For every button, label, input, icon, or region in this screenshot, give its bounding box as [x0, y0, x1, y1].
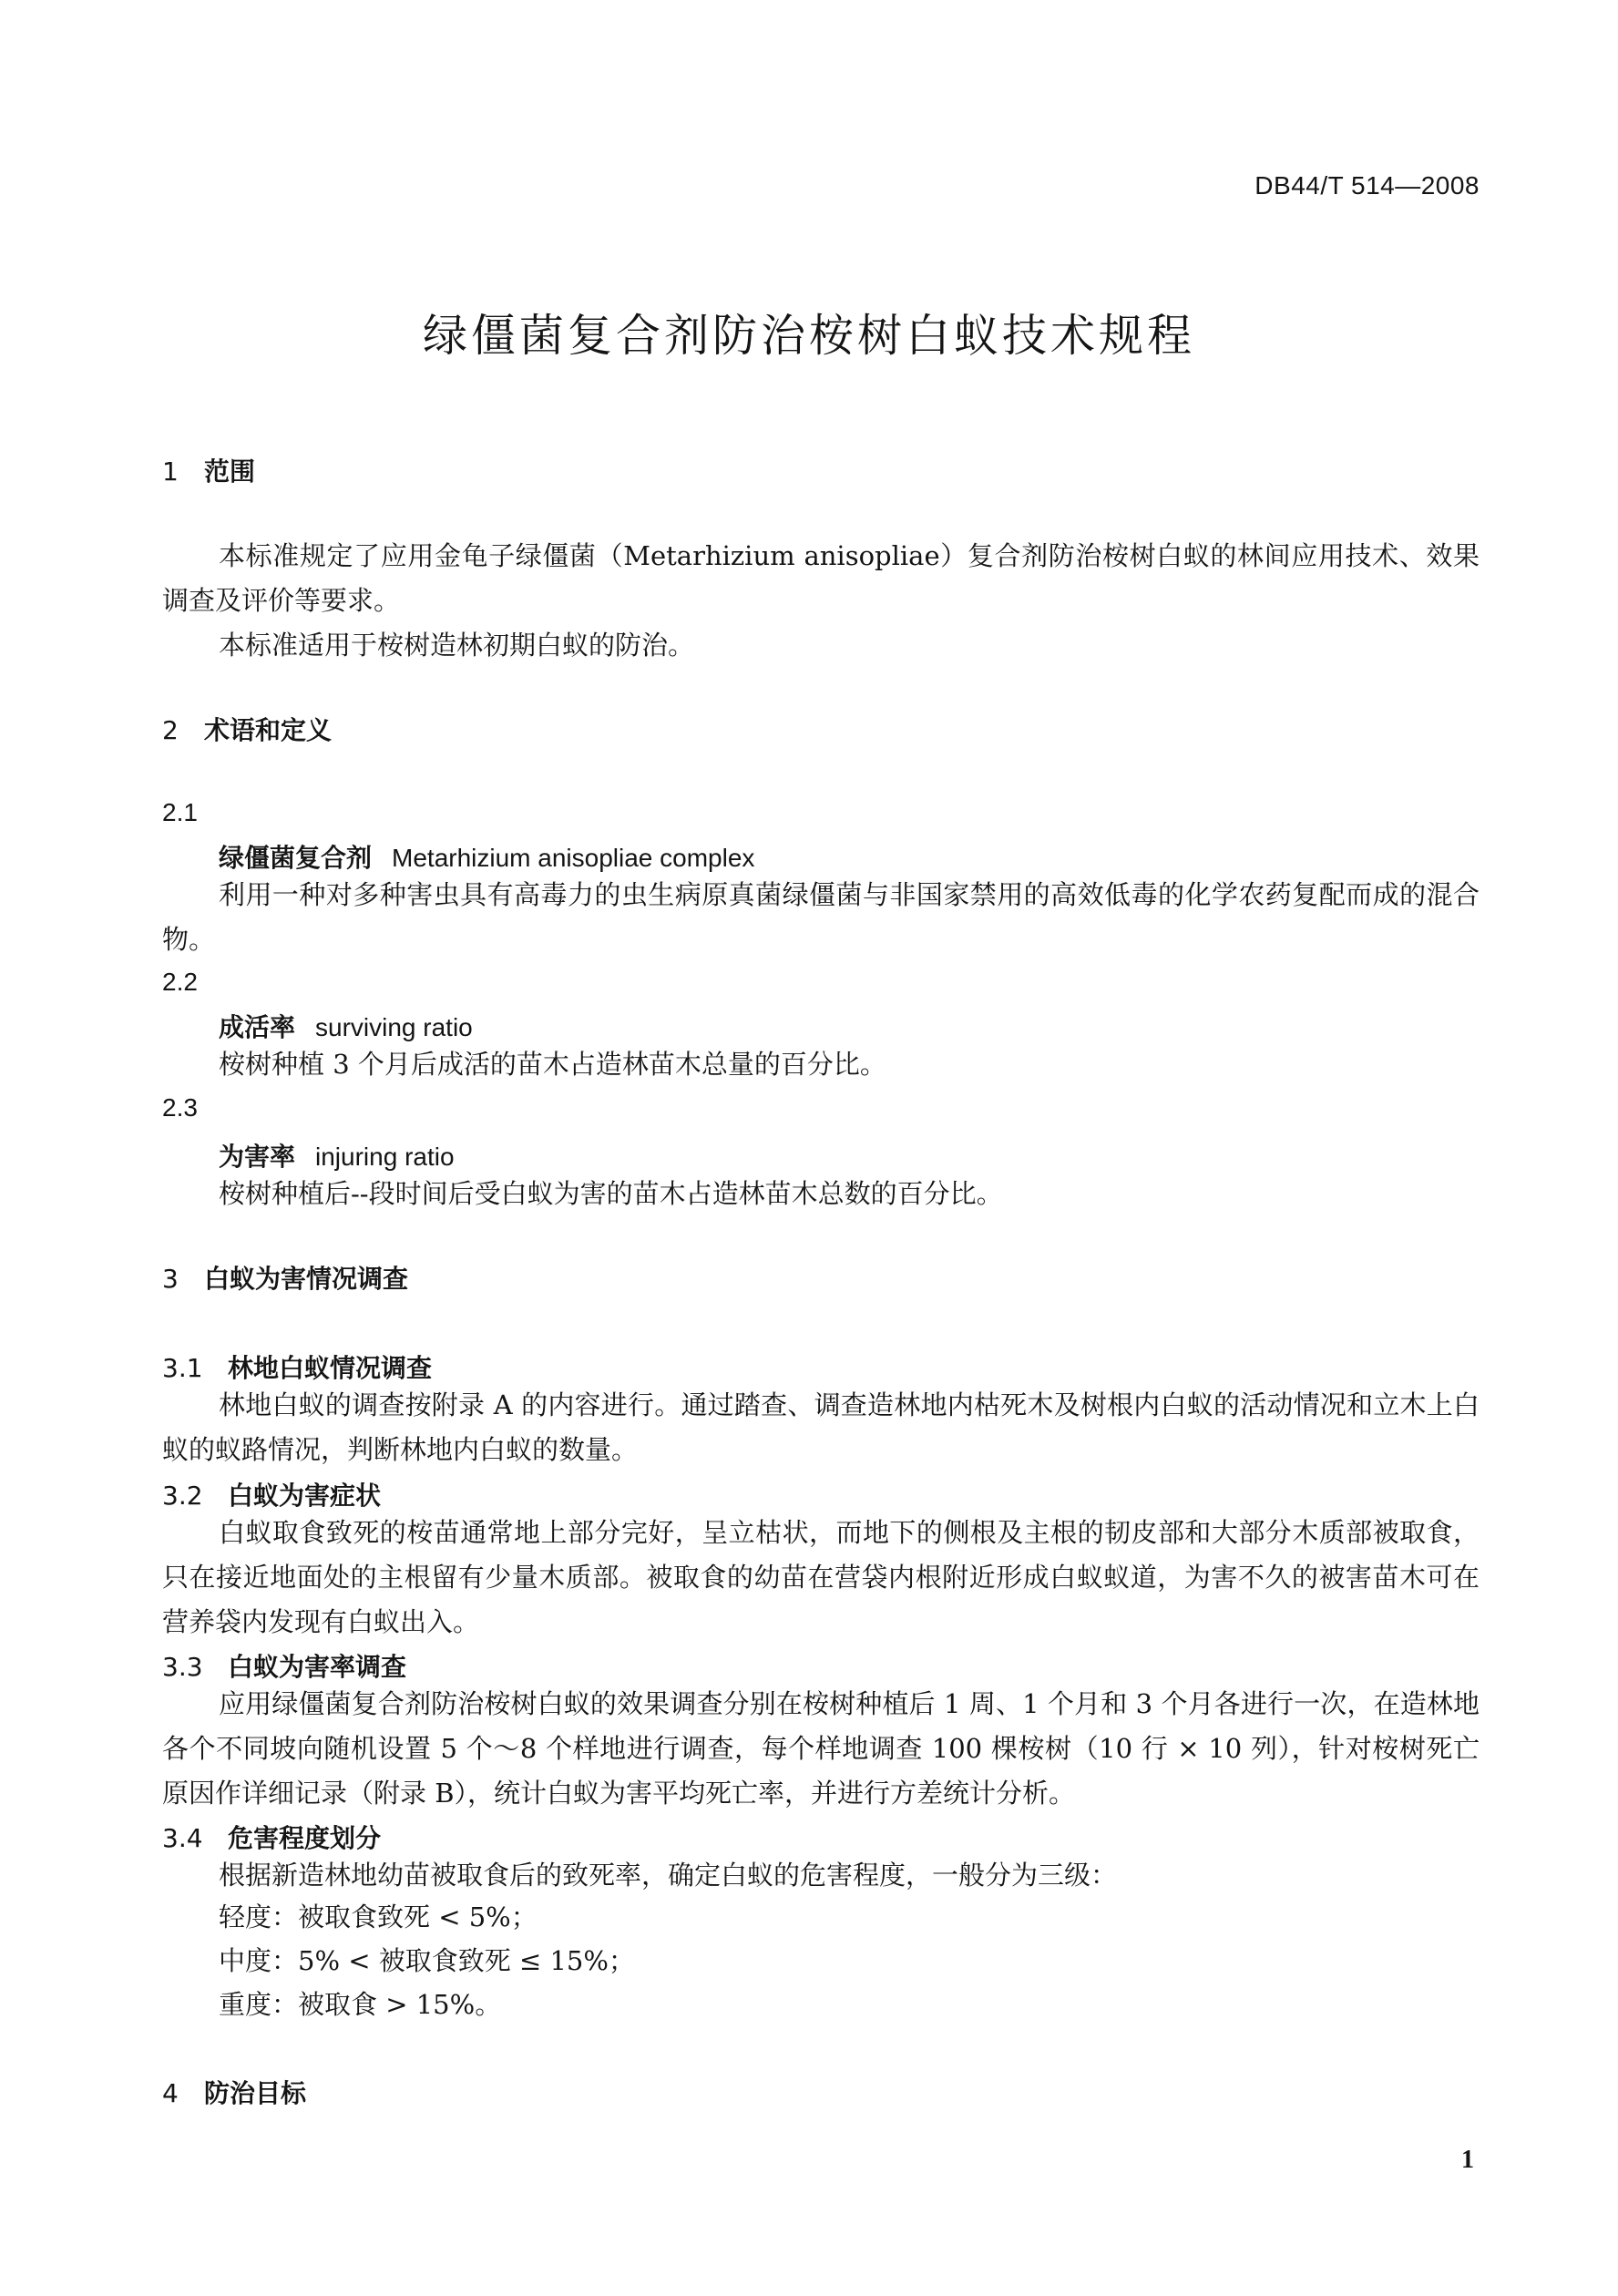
section-2-heading: [162, 711, 332, 747]
subsection-heading: [162, 1348, 432, 1385]
term-chinese: 绿僵菌复合剂: [219, 843, 373, 873]
subsection-title: 白蚁为害率调查: [228, 1652, 407, 1682]
term-english: Metarhizium anisopliae complex: [392, 844, 755, 872]
subsection-heading: [162, 1647, 406, 1684]
term-number: 2.1: [162, 798, 198, 826]
subsection-paragraph: 应用绿僵菌复合剂防治桉树白蚁的效果调查分别在桉树种植后 1 周、1 个月和 3 个月各进行一次，在造林地各个不同坡向随机设置 5 个～8 个样地进行调查，每个样地调查 100 棵桉树（10 行 × 10 列），针对桉树死亡原因作详细记录（附录 B），统计白蚁为害平均死亡率，并进行方差统计分析。: [162, 1688, 1480, 1809]
subsection-heading: [162, 1476, 381, 1512]
term-definition: 桉树种植后--段时间后受白蚁为害的苗木占造林苗木总数的百分比。: [219, 1178, 1003, 1209]
severity-level-light: 轻度：被取食致死 < 5%；: [219, 1901, 538, 1932]
section-1-heading: [162, 452, 255, 488]
section-number: 1: [162, 456, 179, 487]
subsection-number: 3.4: [162, 1823, 203, 1853]
section-title: 白蚁为害情况调查: [204, 1264, 409, 1294]
section-number: 4: [162, 2078, 179, 2108]
document-title: 绿僵菌复合剂防治桉树白蚁技术规程: [422, 310, 1195, 362]
term-entry: [219, 1008, 473, 1044]
section-number: 2: [162, 715, 179, 745]
term-definition: 利用一种对多种害虫具有高毒力的虫生病原真菌绿僵菌与非国家禁用的高效低毒的化学农药复配而成的混合物。: [162, 879, 1480, 955]
subsection-title: 危害程度划分: [228, 1823, 382, 1853]
section-title: 术语和定义: [204, 715, 333, 745]
term-chinese: 成活率: [219, 1012, 296, 1042]
term-number: 2.3: [162, 1093, 198, 1122]
scope-paragraph-2: 本标准适用于桉树造林初期白蚁的防治。: [219, 630, 695, 661]
subsection-number: 3.1: [162, 1353, 203, 1383]
scope-paragraph-1: 本标准规定了应用金龟子绿僵菌（Metarhizium anisopliae）复合剂防治桉树白蚁的林间应用技术、效果调查及评价等要求。: [162, 540, 1480, 616]
section-4-heading: [162, 2074, 306, 2110]
section-title: 防治目标: [204, 2078, 307, 2108]
term-entry: [219, 1137, 455, 1174]
subsection-number: 3.2: [162, 1481, 203, 1511]
severity-level-moderate: 中度：5% < 被取食致死 ≤ 15%；: [219, 1945, 635, 1976]
subsection-number: 3.3: [162, 1652, 203, 1682]
subsection-paragraph: 白蚁取食致死的桉苗通常地上部分完好，呈立枯状，而地下的侧根及主根的韧皮部和大部分木质部被取食，只在接近地面处的主根留有少量木质部。被取食的幼苗在营袋内根附近形成白蚁蚁道，为害不久的被害苗木可在营养袋内发现有白蚁出入。: [162, 1517, 1480, 1637]
standard-code: DB44/T 514—2008: [1254, 171, 1480, 200]
page-number: 1: [1461, 2146, 1474, 2174]
section-3-heading: [162, 1259, 408, 1296]
section-number: 3: [162, 1264, 179, 1294]
subsection-paragraph: 根据新造林地幼苗被取食后的致死率，确定白蚁的危害程度，一般分为三级：: [219, 1860, 1118, 1891]
section-title: 范围: [204, 456, 256, 487]
term-number: 2.2: [162, 968, 198, 996]
subsection-title: 林地白蚁情况调查: [228, 1353, 433, 1383]
term-definition: 桉树种植 3 个月后成活的苗木占造林苗木总量的百分比。: [219, 1049, 886, 1080]
term-entry: [219, 838, 754, 875]
severity-level-severe: 重度：被取食 > 15%。: [219, 1989, 502, 2020]
term-chinese: 为害率: [219, 1142, 296, 1172]
subsection-heading: [162, 1819, 381, 1855]
subsection-title: 白蚁为害症状: [228, 1481, 382, 1511]
term-english: injuring ratio: [315, 1143, 455, 1171]
subsection-paragraph: 林地白蚁的调查按附录 A 的内容进行。通过踏查、调查造林地内枯死木及树根内白蚁的活动情况和立木上白蚁的蚁路情况，判断林地内白蚁的数量。: [162, 1389, 1480, 1465]
term-english: surviving ratio: [315, 1013, 473, 1041]
